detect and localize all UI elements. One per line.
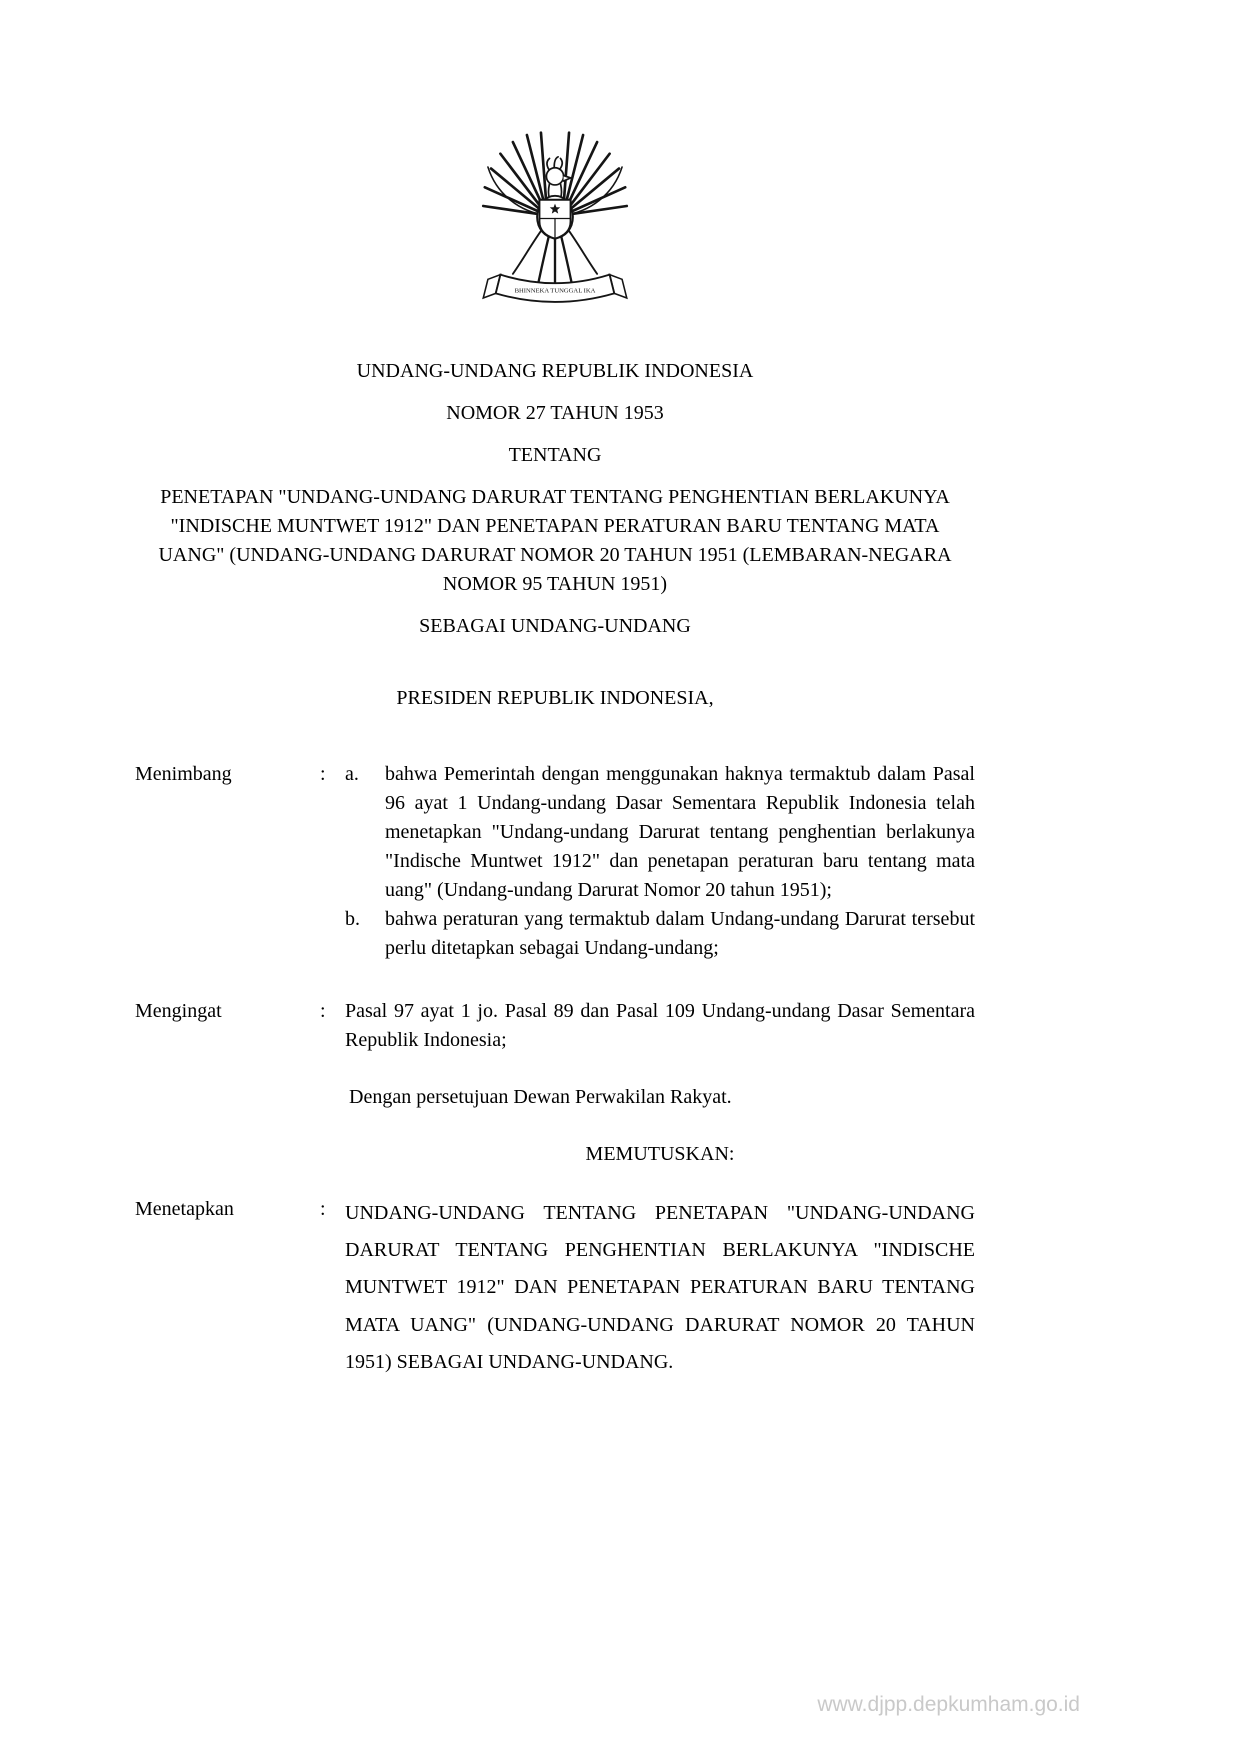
item-letter: a.: [345, 763, 359, 785]
menimbang-section: [135, 760, 975, 963]
doc-title-line-2: NOMOR 27 TAHUN 1953: [446, 402, 664, 424]
menetapkan-colon: :: [320, 1198, 326, 1220]
mengingat-label: Mengingat: [135, 1000, 222, 1022]
doc-title-line-3: TENTANG: [508, 444, 602, 466]
doc-title-line-1: UNDANG-UNDANG REPUBLIK INDONESIA: [356, 360, 754, 382]
motto-text: BHINNEKA TUNGGAL IKA: [514, 287, 596, 295]
left-wing-icon: [483, 133, 547, 216]
right-wing-icon: [563, 133, 627, 216]
item-letter: b.: [345, 908, 360, 930]
doc-title-line-5: SEBAGAI UNDANG-UNDANG: [419, 615, 691, 637]
menimbang-label: Menimbang: [135, 763, 232, 785]
menetapkan-section: [135, 1195, 975, 1381]
watermark-url: www.djpp.depkumham.go.id: [817, 1693, 1080, 1716]
tail-feathers-icon: [539, 236, 572, 284]
salutation: PRESIDEN REPUBLIK INDONESIA,: [396, 687, 714, 709]
memutuskan-heading: MEMUTUSKAN:: [585, 1143, 735, 1165]
doc-title-line-4: PENETAPAN "UNDANG-UNDANG DARURAT TENTANG PENGHENTIAN BERLAKUNYA "INDISCHE MUNTWET 1912" DAN PENETAPAN PERATURAN BARU TENTANG MATA UANG" (UNDANG-UNDANG DARURAT NOMOR 20 TAHUN 1951 (LEMBARAN-NEGARA NOMOR 95 TAHUN 1951): [158, 486, 952, 595]
agreement-text: Dengan persetujuan Dewan Perwakilan Rakyat.: [349, 1086, 732, 1108]
mengingat-colon: :: [320, 1000, 326, 1022]
document-heading: [135, 357, 975, 641]
mengingat-section: [135, 997, 975, 1055]
menimbang-content: [345, 760, 975, 963]
item-text: bahwa peraturan yang termaktub dalam Undang-undang Darurat tersebut perlu ditetapkan sebagai Undang-undang;: [385, 908, 975, 959]
menimbang-item-b: [345, 905, 975, 963]
memutuskan-row: [135, 1140, 975, 1169]
menimbang-item-a: [345, 760, 975, 905]
pancasila-shield-icon: [539, 200, 570, 239]
menetapkan-label: Menetapkan: [135, 1198, 234, 1220]
menimbang-colon: :: [320, 763, 326, 785]
item-text: bahwa Pemerintah dengan menggunakan haknya termaktub dalam Pasal 96 ayat 1 Undang-undang Dasar Sementara Republik Indonesia telah menetapkan "Undang-undang Darurat tentang penghentian berlakunya "Indische Muntwet 1912" dan penetapan peraturan baru tentang mata uang" (Undang-undang Darurat Nomor 20 tahun 1951);: [385, 763, 975, 901]
garuda-pancasila-emblem: [135, 128, 975, 323]
agreement-row: [135, 1083, 975, 1112]
menetapkan-text: UNDANG-UNDANG TENTANG PENETAPAN "UNDANG-UNDANG DARURAT TENTANG PENGHENTIAN BERLAKUNYA "INDISCHE MUNTWET 1912" DAN PENETAPAN PERATURAN BARU TENTANG MATA UANG" (UNDANG-UNDANG DARURAT NOMOR 20 TAHUN 1951) SEBAGAI UNDANG-UNDANG.: [345, 1202, 975, 1373]
mengingat-text: Pasal 97 ayat 1 jo. Pasal 89 dan Pasal 109 Undang-undang Dasar Sementara Republik Indonesia;: [345, 1000, 975, 1051]
